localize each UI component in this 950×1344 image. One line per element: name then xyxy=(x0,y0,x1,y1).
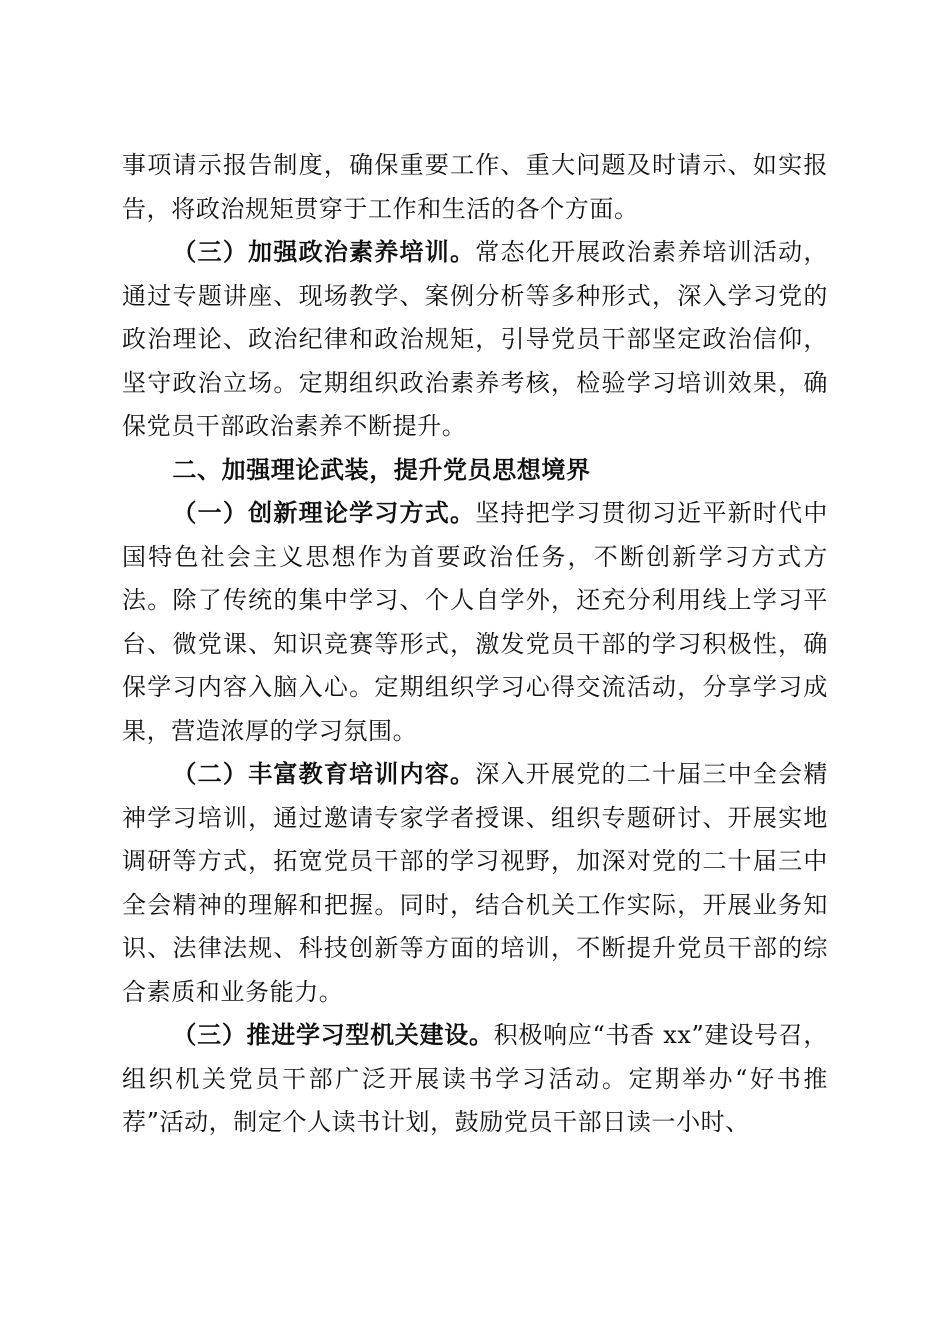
paragraph-text: 常态化开展政治素养培训活动，通过专题讲座、现场教学、案例分析等多种形式，深入学习党的政治理论、政治纪律和政治规矩，引导党员干部坚定政治信仰，坚守政治立场。定期组织政治素养考核，检验学习培训效果，确保党员干部政治素养不断提升。 xyxy=(122,238,829,440)
paragraph-lead: （三）加强政治素养培训。 xyxy=(172,238,476,266)
paragraph-lead: （一）创新理论学习方式。 xyxy=(172,499,476,527)
paragraph-text: 事项请示报告制度，确保重要工作、重大问题及时请示、如实报告，将政治规矩贯穿于工作和生活的各个方面。 xyxy=(122,151,828,223)
paragraph-text: 积极响应“书香 xx”建设号召，组织机关党员干部广泛开展读书学习活动。定期举办“好书推荐”活动，制定个人读书计划，鼓励党员干部日读一小时、 xyxy=(122,1021,828,1136)
document-body xyxy=(122,144,828,1145)
section-heading: 二、加强理论武装，提升党员思想境界 xyxy=(172,455,591,484)
paragraph-continuation xyxy=(122,144,828,231)
paragraph-lead: （三）推进学习型机关建设。 xyxy=(172,1021,494,1049)
paragraph-text: 坚持把学习贯彻习近平新时代中国特色社会主义思想作为首要政治任务，不断创新学习方式方法。除了传统的集中学习、个人自学外，还充分利用线上学习平台、微党课、知识竞赛等形式，激发党员干部的学习积极性，确保学习内容入脑入心。定期组织学习心得交流活动，分享学习成果，营造浓厚的学习氛围。 xyxy=(122,499,829,745)
paragraph-training-content xyxy=(122,753,828,1014)
paragraph-text: 深入开展党的二十届三中全会精神学习培训，通过邀请专家学者授课、组织专题研讨、开展实地调研等方式，拓宽党员干部的学习视野，加深对党的二十届三中全会精神的理解和把握。同时，结合机关工作实际，开展业务知识、法律法规、科技创新等方面的培训，不断提升党员干部的综合素质和业务能力。 xyxy=(122,760,829,1006)
paragraph-political-training xyxy=(122,231,828,449)
paragraph-lead: （二）丰富教育培训内容。 xyxy=(172,760,476,788)
paragraph-learning-organization xyxy=(122,1014,828,1145)
paragraph-study-methods xyxy=(122,492,828,753)
